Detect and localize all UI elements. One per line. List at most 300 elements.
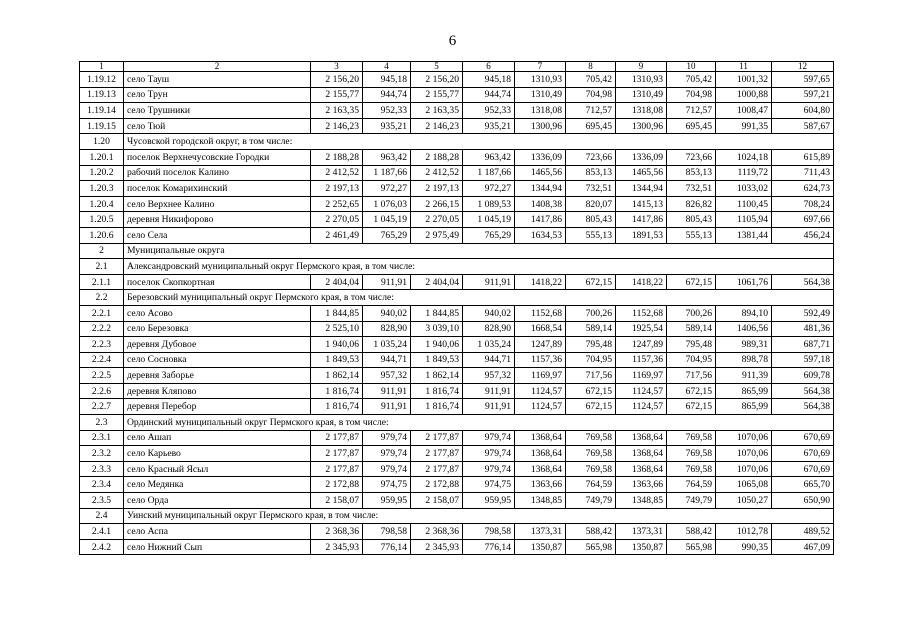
tariff-value-col-8: 704,95 (566, 352, 616, 368)
column-number: 10 (667, 62, 716, 72)
table-row (80, 368, 834, 384)
tariff-value-col-8: 717,56 (566, 368, 616, 384)
settlement-name: село Села (124, 227, 311, 243)
tariff-value-col-4: 911,91 (363, 399, 411, 415)
settlement-name: село Тюй (124, 118, 311, 134)
tariff-value-col-12: 609,78 (772, 368, 834, 384)
tariff-value-col-7: 1417,86 (515, 212, 566, 228)
row-code: 2.4 (80, 508, 124, 524)
column-number: 8 (566, 62, 616, 72)
tariff-value-col-6: 957,32 (463, 368, 515, 384)
tariff-value-col-10: 826,82 (667, 196, 716, 212)
tariff-value-col-11: 991,35 (716, 118, 772, 134)
tariff-value-col-12: 597,21 (772, 87, 834, 103)
tariff-value-col-11: 1406,56 (716, 321, 772, 337)
tariff-value-col-3: 1 940,06 (311, 337, 363, 353)
tariff-value-col-10: 588,42 (667, 524, 716, 540)
row-code: 2.3 (80, 415, 124, 431)
tariff-value-col-9: 1348,85 (616, 493, 667, 509)
tariff-value-col-11: 894,10 (716, 305, 772, 321)
table-body (80, 72, 834, 555)
tariff-value-col-7: 1634,53 (515, 227, 566, 243)
tariff-value-col-7: 1124,57 (515, 399, 566, 415)
tariff-value-col-8: 588,42 (566, 524, 616, 540)
tariff-value-col-7: 1350,87 (515, 539, 566, 555)
tariff-value-col-4: 940,02 (363, 305, 411, 321)
settlement-name: село Верхнее Калино (124, 196, 311, 212)
tariff-value-col-3: 2 368,36 (311, 524, 363, 540)
tariff-value-col-6: 1 035,24 (463, 337, 515, 353)
tariff-value-col-6: 979,74 (463, 430, 515, 446)
tariff-value-col-6: 776,14 (463, 539, 515, 555)
tariff-value-col-7: 1418,22 (515, 274, 566, 290)
tariff-value-col-10: 723,66 (667, 149, 716, 165)
settlement-name: деревня Кляпово (124, 383, 311, 399)
row-code: 2.2.4 (80, 352, 124, 368)
table-row (80, 337, 834, 353)
tariff-value-col-10: 672,15 (667, 383, 716, 399)
tariff-value-col-7: 1368,64 (515, 446, 566, 462)
column-number: 7 (515, 62, 566, 72)
tariff-value-col-6: 1 187,66 (463, 165, 515, 181)
column-number: 9 (616, 62, 667, 72)
tariff-value-col-4: 798,58 (363, 524, 411, 540)
tariff-value-col-8: 769,58 (566, 461, 616, 477)
tariff-value-col-7: 1344,94 (515, 181, 566, 197)
tariff-value-col-11: 1070,06 (716, 461, 772, 477)
tariff-value-col-11: 1061,76 (716, 274, 772, 290)
tariff-value-col-10: 795,48 (667, 337, 716, 353)
row-code: 1.20 (80, 134, 124, 150)
tariff-value-col-6: 828,90 (463, 321, 515, 337)
tariff-value-col-4: 911,91 (363, 383, 411, 399)
tariff-value-col-8: 672,15 (566, 274, 616, 290)
tariff-value-col-9: 1925,54 (616, 321, 667, 337)
tariff-value-col-8: 700,26 (566, 305, 616, 321)
tariff-value-col-12: 597,65 (772, 72, 834, 88)
tariff-value-col-3: 1 844,85 (311, 305, 363, 321)
tariff-value-col-12: 624,73 (772, 181, 834, 197)
settlement-name: село Трушники (124, 103, 311, 119)
tariff-value-col-10: 672,15 (667, 399, 716, 415)
row-code: 1.19.15 (80, 118, 124, 134)
tariff-value-col-6: 1 089,53 (463, 196, 515, 212)
tariff-value-col-10: 769,58 (667, 446, 716, 462)
tariff-value-col-7: 1169,97 (515, 368, 566, 384)
tariff-value-col-5: 2 345,93 (411, 539, 463, 555)
tariff-value-col-3: 2 345,93 (311, 539, 363, 555)
tariff-value-col-4: 911,91 (363, 274, 411, 290)
table-row (80, 103, 834, 119)
tariff-value-col-3: 2 404,04 (311, 274, 363, 290)
tariff-value-col-4: 974,75 (363, 477, 411, 493)
tariff-value-col-5: 3 039,10 (411, 321, 463, 337)
tariff-value-col-4: 979,74 (363, 446, 411, 462)
tariff-value-col-9: 1124,57 (616, 383, 667, 399)
tariff-value-col-11: 1033,02 (716, 181, 772, 197)
tariff-value-col-8: 695,45 (566, 118, 616, 134)
tariff-value-col-7: 1668,54 (515, 321, 566, 337)
row-code: 2.2 (80, 290, 124, 306)
tariff-value-col-12: 587,67 (772, 118, 834, 134)
tariff-value-col-7: 1368,64 (515, 461, 566, 477)
tariff-value-col-12: 597,18 (772, 352, 834, 368)
tariff-value-col-10: 732,51 (667, 181, 716, 197)
tariff-value-col-8: 749,79 (566, 493, 616, 509)
tariff-value-col-6: 1 045,19 (463, 212, 515, 228)
tariff-value-col-7: 1318,08 (515, 103, 566, 119)
tariff-value-col-7: 1124,57 (515, 383, 566, 399)
tariff-value-col-12: 604,80 (772, 103, 834, 119)
table-row (80, 87, 834, 103)
tariff-value-col-10: 749,79 (667, 493, 716, 509)
tariff-value-col-12: 564,38 (772, 383, 834, 399)
row-code: 2.2.6 (80, 383, 124, 399)
tariff-value-col-9: 1368,64 (616, 461, 667, 477)
tariff-value-col-9: 1247,89 (616, 337, 667, 353)
tariff-value-col-9: 1310,93 (616, 72, 667, 88)
section-title: Чусовской городской округ, в том числе: (124, 134, 834, 150)
tariff-value-col-3: 1 816,74 (311, 399, 363, 415)
tariff-value-col-9: 1418,22 (616, 274, 667, 290)
tariff-value-col-4: 972,27 (363, 181, 411, 197)
section-title: Уинский муниципальный округ Пермского края, в том числе: (124, 508, 834, 524)
tariff-value-col-4: 1 045,19 (363, 212, 411, 228)
tariff-value-col-3: 1 849,53 (311, 352, 363, 368)
row-code: 2.1 (80, 259, 124, 275)
table-row (80, 493, 834, 509)
tariff-value-col-4: 963,42 (363, 149, 411, 165)
tariff-value-col-12: 711,43 (772, 165, 834, 181)
tariff-value-col-4: 776,14 (363, 539, 411, 555)
tariff-value-col-9: 1124,57 (616, 399, 667, 415)
tariff-value-col-3: 2 525,10 (311, 321, 363, 337)
table-row (80, 149, 834, 165)
tariff-value-col-12: 670,69 (772, 430, 834, 446)
tariff-value-col-5: 2 188,28 (411, 149, 463, 165)
tariff-value-col-8: 764,59 (566, 477, 616, 493)
row-code: 2.3.2 (80, 446, 124, 462)
tariff-value-col-10: 704,95 (667, 352, 716, 368)
table-row (80, 227, 834, 243)
tariff-value-col-8: 705,42 (566, 72, 616, 88)
tariff-value-col-5: 2 177,87 (411, 430, 463, 446)
section-row (80, 243, 834, 259)
tariff-value-col-10: 672,15 (667, 274, 716, 290)
tariff-value-col-10: 705,42 (667, 72, 716, 88)
tariff-value-col-9: 1417,86 (616, 212, 667, 228)
tariff-value-col-11: 1000,88 (716, 87, 772, 103)
tariff-value-col-5: 2 172,88 (411, 477, 463, 493)
tariff-value-col-11: 865,99 (716, 399, 772, 415)
row-code: 1.19.12 (80, 72, 124, 88)
page-number: 6 (448, 33, 457, 49)
tariff-value-col-7: 1336,09 (515, 149, 566, 165)
tariff-value-col-10: 700,26 (667, 305, 716, 321)
tariff-value-col-6: 979,74 (463, 446, 515, 462)
table-row (80, 383, 834, 399)
settlement-name: село Тауш (124, 72, 311, 88)
tariff-value-col-9: 1169,97 (616, 368, 667, 384)
tariff-value-col-3: 1 862,14 (311, 368, 363, 384)
tariff-value-col-6: 952,33 (463, 103, 515, 119)
tariff-value-col-12: 564,38 (772, 274, 834, 290)
tariff-value-col-11: 1024,18 (716, 149, 772, 165)
tariff-value-col-11: 1070,06 (716, 430, 772, 446)
section-title: Муниципальные округа (124, 243, 834, 259)
row-code: 1.20.2 (80, 165, 124, 181)
tariff-value-col-10: 565,98 (667, 539, 716, 555)
tariff-value-col-7: 1152,68 (515, 305, 566, 321)
tariff-value-col-4: 959,95 (363, 493, 411, 509)
tariff-value-col-7: 1363,66 (515, 477, 566, 493)
tariff-value-col-10: 717,56 (667, 368, 716, 384)
tariff-value-col-12: 456,24 (772, 227, 834, 243)
settlement-name: село Трун (124, 87, 311, 103)
settlement-name: село Медянка (124, 477, 311, 493)
tariff-value-col-5: 2 163,35 (411, 103, 463, 119)
tariff-value-col-9: 1318,08 (616, 103, 667, 119)
table-row (80, 118, 834, 134)
tariff-value-col-10: 589,14 (667, 321, 716, 337)
tariff-value-col-5: 1 862,14 (411, 368, 463, 384)
row-code: 2.3.3 (80, 461, 124, 477)
tariff-value-col-5: 2 368,36 (411, 524, 463, 540)
tariff-value-col-9: 1373,31 (616, 524, 667, 540)
tariff-value-col-7: 1247,89 (515, 337, 566, 353)
tariff-value-col-11: 1105,94 (716, 212, 772, 228)
tariff-value-col-6: 911,91 (463, 399, 515, 415)
tariff-value-col-9: 1465,56 (616, 165, 667, 181)
tariff-value-col-8: 769,58 (566, 446, 616, 462)
tariff-value-col-3: 2 146,23 (311, 118, 363, 134)
tariff-value-col-7: 1348,85 (515, 493, 566, 509)
tariff-value-col-8: 723,66 (566, 149, 616, 165)
tariff-value-col-6: 979,74 (463, 461, 515, 477)
tariff-value-col-9: 1310,49 (616, 87, 667, 103)
settlement-name: деревня Дубовое (124, 337, 311, 353)
column-number: 12 (772, 62, 834, 72)
row-code: 1.20.5 (80, 212, 124, 228)
tariff-value-col-12: 697,66 (772, 212, 834, 228)
tariff-value-col-11: 1381,44 (716, 227, 772, 243)
tariff-value-col-5: 2 266,15 (411, 196, 463, 212)
settlement-name: село Березовка (124, 321, 311, 337)
tariff-value-col-8: 805,43 (566, 212, 616, 228)
section-row (80, 259, 834, 275)
tariff-value-col-3: 1 816,74 (311, 383, 363, 399)
tariff-value-col-11: 990,35 (716, 539, 772, 555)
tariff-value-col-8: 589,14 (566, 321, 616, 337)
tariff-value-col-6: 935,21 (463, 118, 515, 134)
tariff-value-col-5: 2 177,87 (411, 461, 463, 477)
tariff-value-col-7: 1310,93 (515, 72, 566, 88)
tariff-value-col-9: 1368,64 (616, 446, 667, 462)
tariff-value-col-12: 708,24 (772, 196, 834, 212)
column-number: 2 (124, 62, 311, 72)
section-row (80, 415, 834, 431)
row-code: 2.2.1 (80, 305, 124, 321)
tariff-value-col-11: 989,31 (716, 337, 772, 353)
table-row (80, 212, 834, 228)
tariff-value-col-9: 1368,64 (616, 430, 667, 446)
row-code: 1.20.6 (80, 227, 124, 243)
tariff-value-col-11: 1008,47 (716, 103, 772, 119)
settlement-name: поселок Верхнечусовские Городки (124, 149, 311, 165)
tariff-value-col-5: 1 816,74 (411, 399, 463, 415)
tariff-value-col-4: 979,74 (363, 461, 411, 477)
tariff-value-col-4: 957,32 (363, 368, 411, 384)
tariff-value-col-4: 944,71 (363, 352, 411, 368)
tariff-value-col-4: 944,74 (363, 87, 411, 103)
tariff-value-col-5: 1 844,85 (411, 305, 463, 321)
tariff-value-col-8: 795,48 (566, 337, 616, 353)
column-number: 11 (716, 62, 772, 72)
tariff-value-col-11: 1100,45 (716, 196, 772, 212)
tariff-value-col-11: 1070,06 (716, 446, 772, 462)
tariff-value-col-11: 1050,27 (716, 493, 772, 509)
tariff-value-col-8: 732,51 (566, 181, 616, 197)
settlement-name: деревня Заборье (124, 368, 311, 384)
table-row (80, 352, 834, 368)
tariff-value-col-6: 911,91 (463, 274, 515, 290)
settlement-name: поселок Скопкортная (124, 274, 311, 290)
table-row (80, 181, 834, 197)
table-row (80, 524, 834, 540)
tariff-value-col-6: 911,91 (463, 383, 515, 399)
tariff-value-col-6: 974,75 (463, 477, 515, 493)
section-row (80, 508, 834, 524)
tariff-value-col-3: 2 177,87 (311, 430, 363, 446)
tariff-value-col-12: 489,52 (772, 524, 834, 540)
settlement-name: деревня Перебор (124, 399, 311, 415)
table-row (80, 461, 834, 477)
tariff-value-col-9: 1363,66 (616, 477, 667, 493)
tariff-value-col-5: 2 412,52 (411, 165, 463, 181)
tariff-value-col-8: 712,57 (566, 103, 616, 119)
tariff-value-col-6: 944,71 (463, 352, 515, 368)
tariff-value-col-12: 670,69 (772, 446, 834, 462)
tariff-value-col-12: 481,36 (772, 321, 834, 337)
table-row (80, 305, 834, 321)
tariff-value-col-8: 769,58 (566, 430, 616, 446)
tariff-value-col-5: 2 177,87 (411, 446, 463, 462)
tariff-value-col-5: 2 197,13 (411, 181, 463, 197)
row-code: 2 (80, 243, 124, 259)
tariff-value-col-6: 972,27 (463, 181, 515, 197)
settlement-name: село Сосновка (124, 352, 311, 368)
tariff-value-col-5: 2 155,77 (411, 87, 463, 103)
tariff-value-col-9: 1415,13 (616, 196, 667, 212)
tariff-value-col-6: 945,18 (463, 72, 515, 88)
tariff-value-col-4: 765,29 (363, 227, 411, 243)
settlement-name: поселок Комарихинский (124, 181, 311, 197)
tariff-value-col-4: 945,18 (363, 72, 411, 88)
tariff-value-col-7: 1310,49 (515, 87, 566, 103)
row-code: 2.4.1 (80, 524, 124, 540)
tariff-value-col-6: 944,74 (463, 87, 515, 103)
tariff-value-col-12: 650,90 (772, 493, 834, 509)
tariff-value-col-12: 687,71 (772, 337, 834, 353)
tariff-value-col-4: 1 187,66 (363, 165, 411, 181)
row-code: 1.20.3 (80, 181, 124, 197)
tariff-value-col-3: 2 163,35 (311, 103, 363, 119)
column-number-row (80, 62, 834, 72)
settlement-name: село Орда (124, 493, 311, 509)
settlement-name: рабочий поселок Калино (124, 165, 311, 181)
tariff-value-col-7: 1368,64 (515, 430, 566, 446)
row-code: 2.2.7 (80, 399, 124, 415)
tariff-value-col-7: 1300,96 (515, 118, 566, 134)
tariff-value-col-8: 565,98 (566, 539, 616, 555)
tariff-value-col-8: 820,07 (566, 196, 616, 212)
tariff-value-col-5: 2 975,49 (411, 227, 463, 243)
settlement-name: село Нижний Сып (124, 539, 311, 555)
row-code: 1.20.1 (80, 149, 124, 165)
tariff-value-col-3: 2 177,87 (311, 461, 363, 477)
row-code: 2.2.5 (80, 368, 124, 384)
tariff-value-col-3: 2 197,13 (311, 181, 363, 197)
column-number: 4 (363, 62, 411, 72)
tariff-value-col-6: 798,58 (463, 524, 515, 540)
row-code: 2.3.5 (80, 493, 124, 509)
tariff-value-col-4: 1 035,24 (363, 337, 411, 353)
row-code: 2.4.2 (80, 539, 124, 555)
tariff-value-col-8: 672,15 (566, 383, 616, 399)
tariff-value-col-5: 1 849,53 (411, 352, 463, 368)
column-number: 3 (311, 62, 363, 72)
tariff-value-col-6: 963,42 (463, 149, 515, 165)
tariff-value-col-3: 2 158,07 (311, 493, 363, 509)
tariff-value-col-10: 555,13 (667, 227, 716, 243)
tariff-value-col-9: 1157,36 (616, 352, 667, 368)
settlement-name: деревня Никифорово (124, 212, 311, 228)
column-number: 6 (463, 62, 515, 72)
table-row (80, 165, 834, 181)
settlement-name: село Асово (124, 305, 311, 321)
tariff-value-col-10: 712,57 (667, 103, 716, 119)
tariff-value-col-7: 1465,56 (515, 165, 566, 181)
tariff-value-col-9: 1152,68 (616, 305, 667, 321)
table-row (80, 399, 834, 415)
tariff-value-col-8: 704,98 (566, 87, 616, 103)
settlement-name: село Красный Ясыл (124, 461, 311, 477)
tariff-value-col-11: 1012,78 (716, 524, 772, 540)
settlement-name: село Аспа (124, 524, 311, 540)
tariff-value-col-3: 2 156,20 (311, 72, 363, 88)
tariff-value-col-4: 935,21 (363, 118, 411, 134)
row-code: 1.20.4 (80, 196, 124, 212)
tariff-value-col-8: 853,13 (566, 165, 616, 181)
row-code: 2.3.1 (80, 430, 124, 446)
tariff-value-col-12: 670,69 (772, 461, 834, 477)
section-row (80, 134, 834, 150)
tariff-value-col-11: 1119,72 (716, 165, 772, 181)
tariff-value-col-7: 1373,31 (515, 524, 566, 540)
tariff-value-col-12: 592,49 (772, 305, 834, 321)
section-row (80, 290, 834, 306)
section-title: Ординский муниципальный округ Пермского края, в том числе: (124, 415, 834, 431)
tariff-value-col-3: 2 172,88 (311, 477, 363, 493)
tariff-value-col-10: 769,58 (667, 461, 716, 477)
tariff-value-col-11: 1001,32 (716, 72, 772, 88)
tariff-value-col-5: 1 940,06 (411, 337, 463, 353)
tariff-value-col-11: 1065,08 (716, 477, 772, 493)
tariff-value-col-9: 1300,96 (616, 118, 667, 134)
tariff-value-col-5: 2 404,04 (411, 274, 463, 290)
tariff-value-col-10: 853,13 (667, 165, 716, 181)
tariff-value-col-3: 2 461,49 (311, 227, 363, 243)
